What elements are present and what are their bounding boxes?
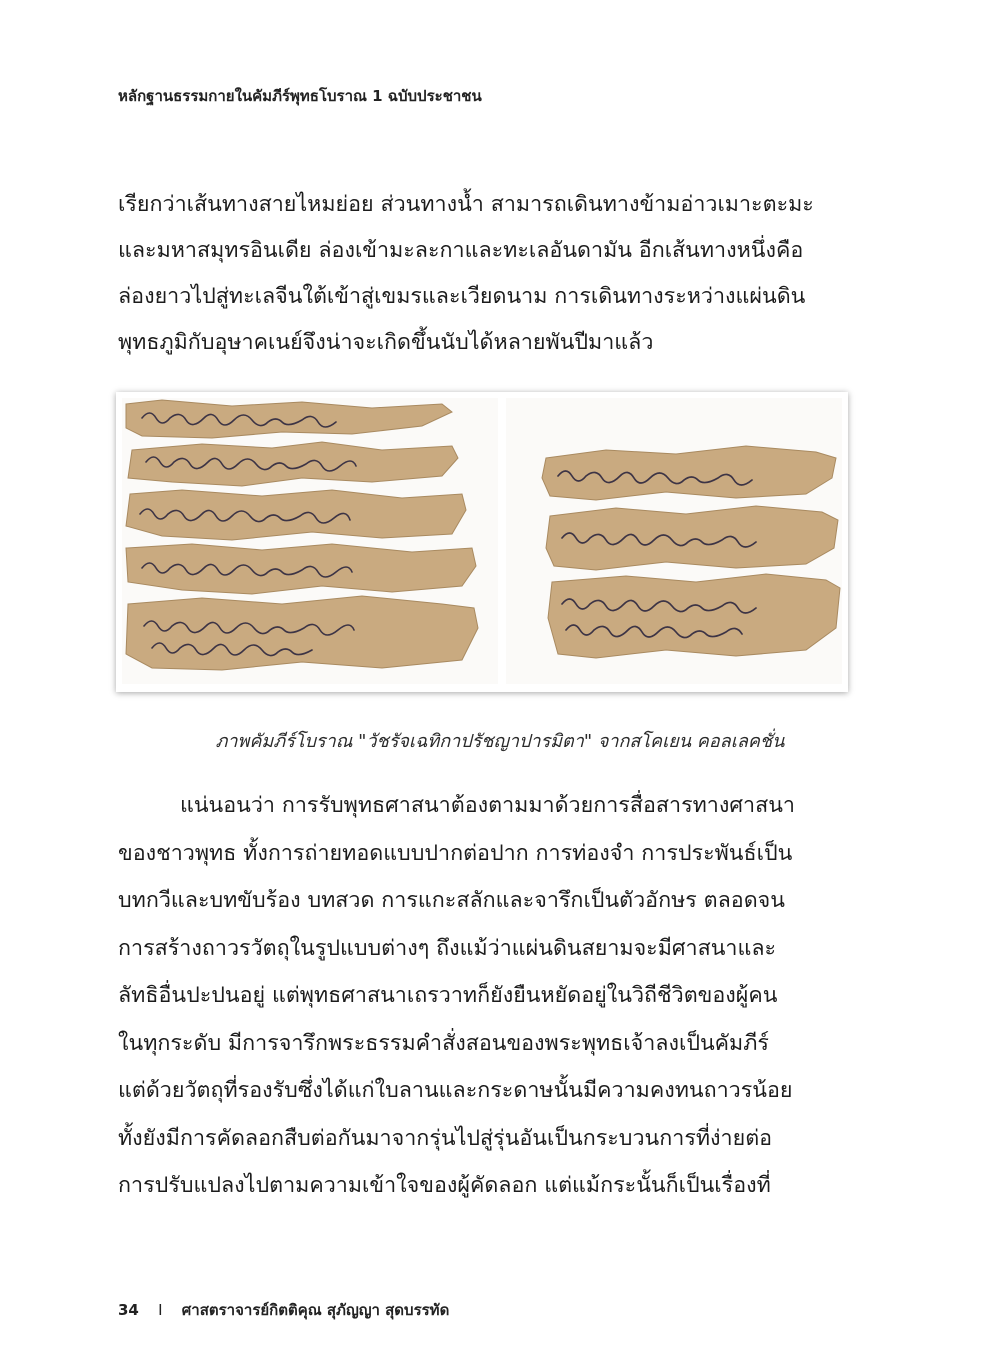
- text-line: การปรับแปลงไปตามความเข้าใจของผู้คัดลอก แต่แม้กระนั้นก็เป็นเรื่องที่: [118, 1173, 771, 1198]
- text-line: ทั้งยังมีการคัดลอกสืบต่อกันมาจากรุ่นไปสู่รุ่นอันเป็นกระบวนการที่ง่ายต่อ: [118, 1125, 773, 1151]
- text-line: ลัทธิอื่นปะปนอยู่ แต่พุทธศาสนาเถรวาทก็ยังยืนหยัดอยู่ในวิถีชีวิตของผู้คน: [118, 983, 778, 1008]
- text-line: บทกวีและบทขับร้อง บทสวด การแกะสลักและจารึกเป็นตัวอักษร ตลอดจน: [118, 888, 785, 913]
- text-line: และมหาสมุทรอินเดีย ล่องเข้ามะละกาและทะเลอันดามัน อีกเส้นทางหนึ่งคือ: [118, 238, 804, 263]
- text-line: ของชาวพุทธ ทั้งการถ่ายทอดแบบปากต่อปาก การท่องจำ การประพันธ์เป็น: [118, 840, 793, 866]
- author-name: ศาสตราจารย์กิตติคุณ สุภัญญา สุดบรรทัด: [181, 1301, 450, 1319]
- manuscript-figure: [116, 392, 848, 692]
- birch-bark-fragments-left: [122, 398, 498, 684]
- body-paragraph-1: [118, 182, 858, 366]
- text-line: ในทุกระดับ มีการจารึกพระธรรมคำสั่งสอนของพระพุทธเจ้าลงเป็นคัมภีร์: [118, 1030, 769, 1056]
- manuscript-photo-right: [506, 398, 842, 684]
- body-paragraph-2: [118, 782, 858, 1210]
- manuscript-photo-left: [122, 398, 498, 684]
- page-number: 34: [118, 1301, 139, 1319]
- text-line: แน่นอนว่า การรับพุทธศาสนาต้องตามมาด้วยการสื่อสารทางศาสนา: [180, 793, 795, 818]
- running-header: หลักฐานธรรมกายในคัมภีร์พุทธโบราณ 1 ฉบับประชาชน: [118, 87, 482, 105]
- page-footer: [118, 1298, 449, 1322]
- text-line: แต่ด้วยวัตถุที่รองรับซึ่งได้แก่ใบลานและกระดาษนั้นมีความคงทนถาวรน้อย: [118, 1078, 793, 1103]
- figure-caption: ภาพคัมภีร์โบราณ "วัชรัจเฉทิกาปรัชญาปารมิตา" จากสโคเยน คอลเลคชั่น: [215, 731, 785, 752]
- birch-bark-fragments-right: [506, 398, 842, 684]
- text-line: พุทธภูมิกับอุษาคเนย์จึงน่าจะเกิดขึ้นนับได้หลายพันปีมาแล้ว: [118, 330, 654, 355]
- footer-separator: I: [158, 1301, 163, 1319]
- text-line: เรียกว่าเส้นทางสายไหมย่อย ส่วนทางน้ำ สามารถเดินทางข้ามอ่าวเมาะตะมะ: [118, 192, 814, 217]
- text-line: ล่องยาวไปสู่ทะเลจีนใต้เข้าสู่เขมรและเวียดนาม การเดินทางระหว่างแผ่นดิน: [118, 284, 806, 309]
- text-line: การสร้างถาวรวัตถุในรูปแบบต่างๆ ถึงแม้ว่าแผ่นดินสยามจะมีศาสนาและ: [118, 935, 777, 961]
